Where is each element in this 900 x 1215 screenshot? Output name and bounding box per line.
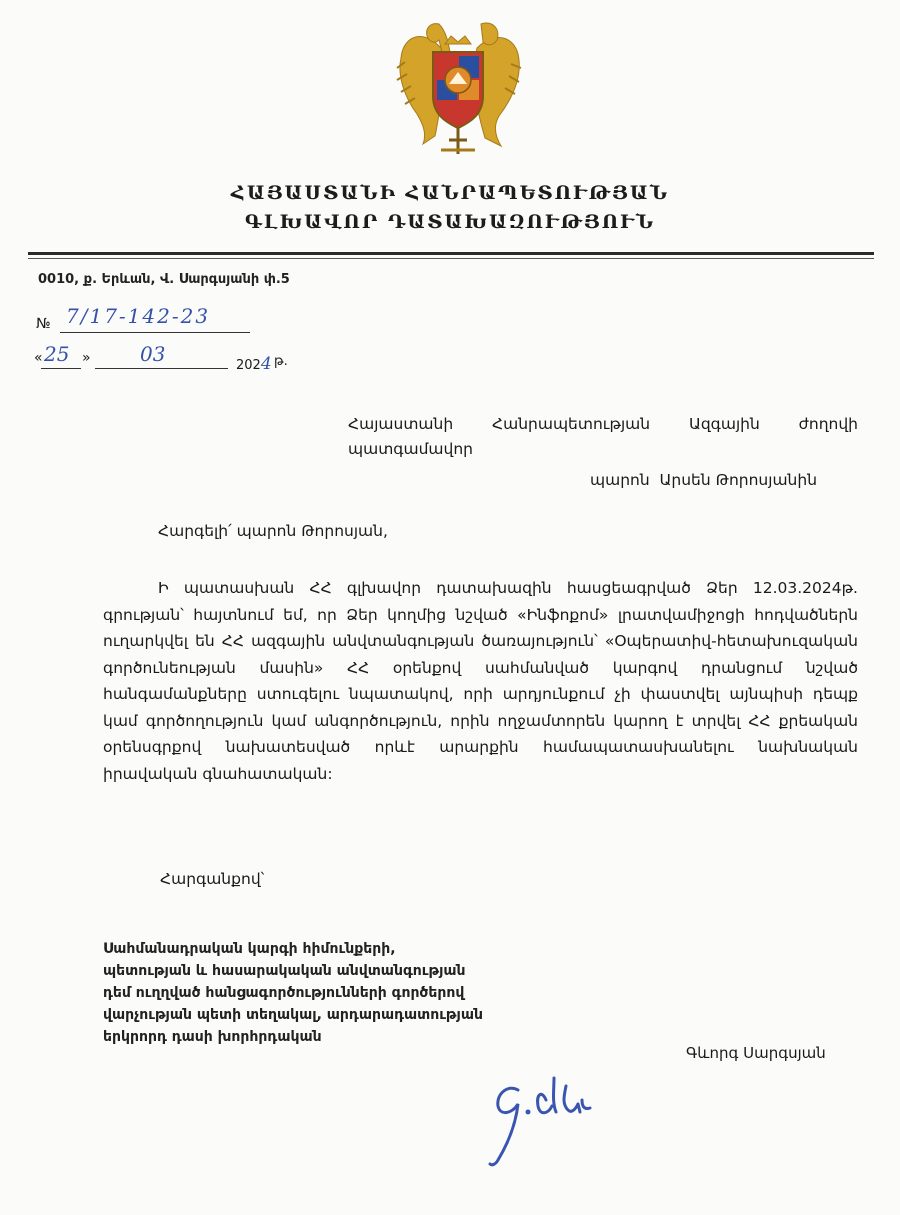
day-underline — [41, 368, 81, 369]
date-year-suffix: թ. — [274, 354, 288, 369]
recipient-word: Հանրապետության — [492, 415, 651, 433]
reference-number: 7/17-142-23 — [66, 304, 211, 328]
signatory-title-line: դեմ ուղղված հանցագործությունների գործերով — [103, 985, 465, 1001]
date-year-handwritten: 4 — [260, 354, 272, 374]
signatory-title-line: Սահմանադրական կարգի հիմունքերի, — [103, 941, 396, 957]
letter-body: Ի պատասխան ՀՀ գլխավոր դատախազին հասցեագրված Ձեր 12.03.2024թ. գրության՝ հայտնում եմ, որ Ձեր կողմից նշված «Ինֆոքոմ» լրատվամիջոցի հոդվածներն ուղարկվել են ՀՀ ազգային անվտանգության ծառայություն՝ «Օպերատիվ-հետախուզական գործունեության մասին» ՀՀ օրենքով սահմանված կարգով դրանցում նշված հանգամանքները ստուգելու նպատակով, որի արդյունքում չի փաստվել այնպիսի դեպք կամ գործողություն կամ անգործություն, որին ողջամտորեն կարող է տրվել ՀՀ քրեական օրենսգրքով նախատեսված որևէ արարքին համապատասխանելու նախնական իրավական գնահատական: — [103, 579, 858, 783]
signatory-name: Գևորգ Սարգսյան — [686, 1044, 826, 1062]
date-year-prefix: 202 — [236, 358, 261, 373]
organization-name-line1: ՀԱՅԱՍՏԱՆԻ ՀԱՆՐԱՊԵՏՈՒԹՅԱՆ — [230, 182, 670, 204]
signatory-title-line: վարչության պետի տեղակալ, արդարադատության — [103, 1007, 483, 1023]
number-label: № — [36, 316, 51, 332]
date-close-quote: » — [82, 350, 91, 366]
date-year — [236, 354, 272, 374]
signatory-title-line: պետության և հասարակական անվտանգության — [103, 963, 466, 979]
signatory-title — [103, 938, 483, 1048]
month-underline — [95, 368, 228, 369]
recipient-line2: պատգամավոր — [348, 440, 473, 458]
signatory-title-line: երկրորդ դասի խորհրդական — [103, 1029, 322, 1045]
closing: Հարգանքով՝ — [160, 870, 265, 888]
date-open-quote: « — [34, 350, 43, 366]
recipient-name: պարոն Արսեն Թորոսյանին — [590, 471, 818, 489]
coat-of-arms-icon — [383, 18, 533, 160]
handwritten-signature-icon — [478, 1060, 608, 1170]
date-month: 03 — [140, 342, 166, 366]
salutation: Հարգելի՛ պարոն Թորոսյան, — [158, 522, 388, 540]
header-rule-thick — [28, 252, 874, 255]
organization-address: 0010, ք. Երևան, Վ. Սարգսյանի փ.5 — [38, 272, 290, 287]
recipient-word: Հայաստանի — [348, 415, 454, 433]
number-underline — [60, 332, 250, 333]
recipient-word: Ազգային — [688, 415, 760, 433]
header-rule-thin — [28, 258, 874, 259]
organization-name-line2: ԳԼԽԱՎՈՐ ԴԱՏԱԽԱԶՈՒԹՅՈՒՆ — [244, 211, 656, 233]
recipient-word: ժողովի — [798, 415, 858, 433]
recipient-line1 — [348, 415, 858, 433]
date-day: 25 — [44, 342, 70, 366]
